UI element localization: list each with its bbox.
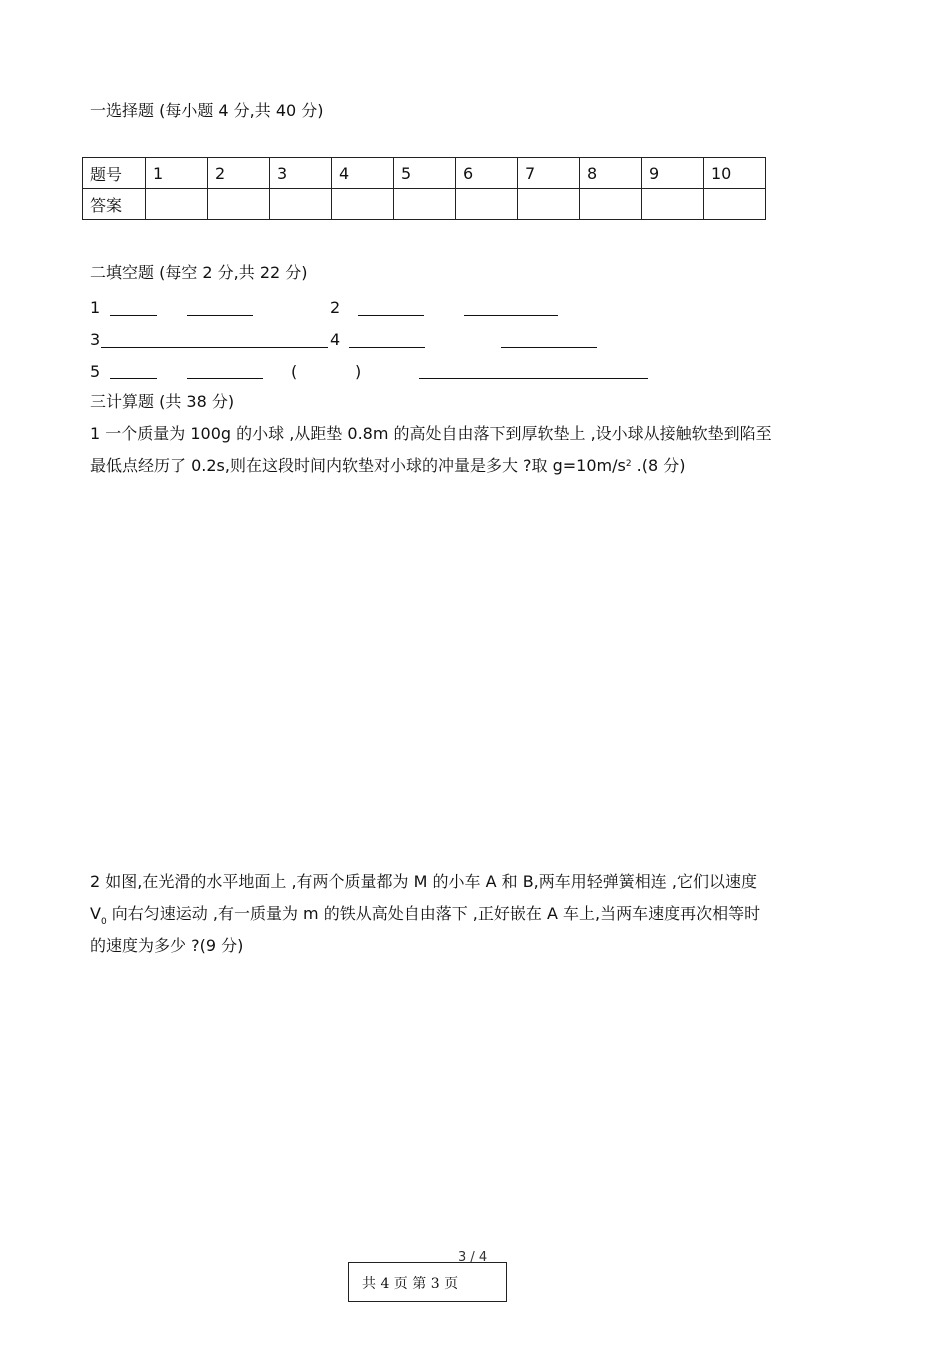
answer-table — [82, 157, 766, 220]
paren-close: ) — [355, 362, 362, 381]
table-row-numbers — [83, 158, 766, 189]
blank-label-3: 3 — [90, 330, 101, 349]
blank-5b[interactable] — [187, 378, 263, 379]
blank-5a[interactable] — [110, 378, 157, 379]
question-number-8: 8 — [580, 158, 642, 189]
question-number-10: 10 — [704, 158, 766, 189]
blank-4b[interactable] — [501, 347, 597, 348]
section2-title: 二填空题 (每空 2 分,共 22 分) — [90, 263, 308, 282]
table-row-answers — [83, 189, 766, 220]
blank-5c[interactable] — [419, 378, 648, 379]
velocity-symbol: V — [90, 904, 101, 923]
answer-cell-10[interactable] — [704, 189, 766, 220]
question-number-1: 1 — [146, 158, 208, 189]
subscript: 0 — [100, 917, 107, 927]
blank-label-1: 1 — [90, 298, 101, 317]
exponent: 2 — [625, 459, 632, 469]
answer-cell-4[interactable] — [332, 189, 394, 220]
question-number-2: 2 — [208, 158, 270, 189]
question-number-3: 3 — [270, 158, 332, 189]
blank-2a[interactable] — [358, 315, 424, 316]
blank-1b[interactable] — [187, 315, 253, 316]
question-number-4: 4 — [332, 158, 394, 189]
blank-label-2: 2 — [330, 298, 341, 317]
question-number-7: 7 — [518, 158, 580, 189]
blank-label-5: 5 — [90, 362, 101, 381]
answer-cell-6[interactable] — [456, 189, 518, 220]
blank-label-4: 4 — [330, 330, 341, 349]
section1-title: 一选择题 (每小题 4 分,共 40 分) — [90, 101, 324, 120]
blank-4a[interactable] — [349, 347, 425, 348]
blank-2b[interactable] — [464, 315, 558, 316]
question-number-5: 5 — [394, 158, 456, 189]
row-header-number: 题号 — [83, 158, 146, 189]
blank-1a[interactable] — [110, 315, 157, 316]
row-header-answer: 答案 — [83, 189, 146, 220]
question-1-text: 最低点经历了 0.2s,则在这段时间内软垫对小球的冲量是多大 ?取 g=10m/s — [90, 456, 626, 475]
page-footer-text: 共 4 页 第 3 页 — [362, 1276, 459, 1292]
question-1-line-2 — [90, 456, 686, 476]
question-2-line-3: 的速度为多少 ?(9 分) — [90, 936, 244, 955]
answer-cell-8[interactable] — [580, 189, 642, 220]
page-fraction: 3 / 4 — [458, 1250, 488, 1265]
question-1-score: .(8 分) — [631, 456, 686, 475]
answer-cell-9[interactable] — [642, 189, 704, 220]
question-2-text: 向右匀速运动 ,有一质量为 m 的铁从高处自由落下 ,正好嵌在 A 车上,当两车速度再次相等时 — [106, 904, 761, 923]
section3-title: 三计算题 (共 38 分) — [90, 392, 235, 411]
blank-3[interactable] — [101, 347, 328, 348]
paren-open: ( — [291, 362, 298, 381]
answer-cell-3[interactable] — [270, 189, 332, 220]
question-2-line-1: 2 如图,在光滑的水平地面上 ,有两个质量都为 M 的小车 A 和 B,两车用轻弹簧相连 ,它们以速度 — [90, 872, 757, 891]
question-number-6: 6 — [456, 158, 518, 189]
answer-cell-5[interactable] — [394, 189, 456, 220]
question-2-line-2 — [90, 904, 760, 927]
answer-cell-7[interactable] — [518, 189, 580, 220]
question-1-line-1: 1 一个质量为 100g 的小球 ,从距垫 0.8m 的高处自由落下到厚软垫上 ,设小球从接触软垫到陷至 — [90, 424, 772, 443]
answer-cell-2[interactable] — [208, 189, 270, 220]
answer-cell-1[interactable] — [146, 189, 208, 220]
question-number-9: 9 — [642, 158, 704, 189]
